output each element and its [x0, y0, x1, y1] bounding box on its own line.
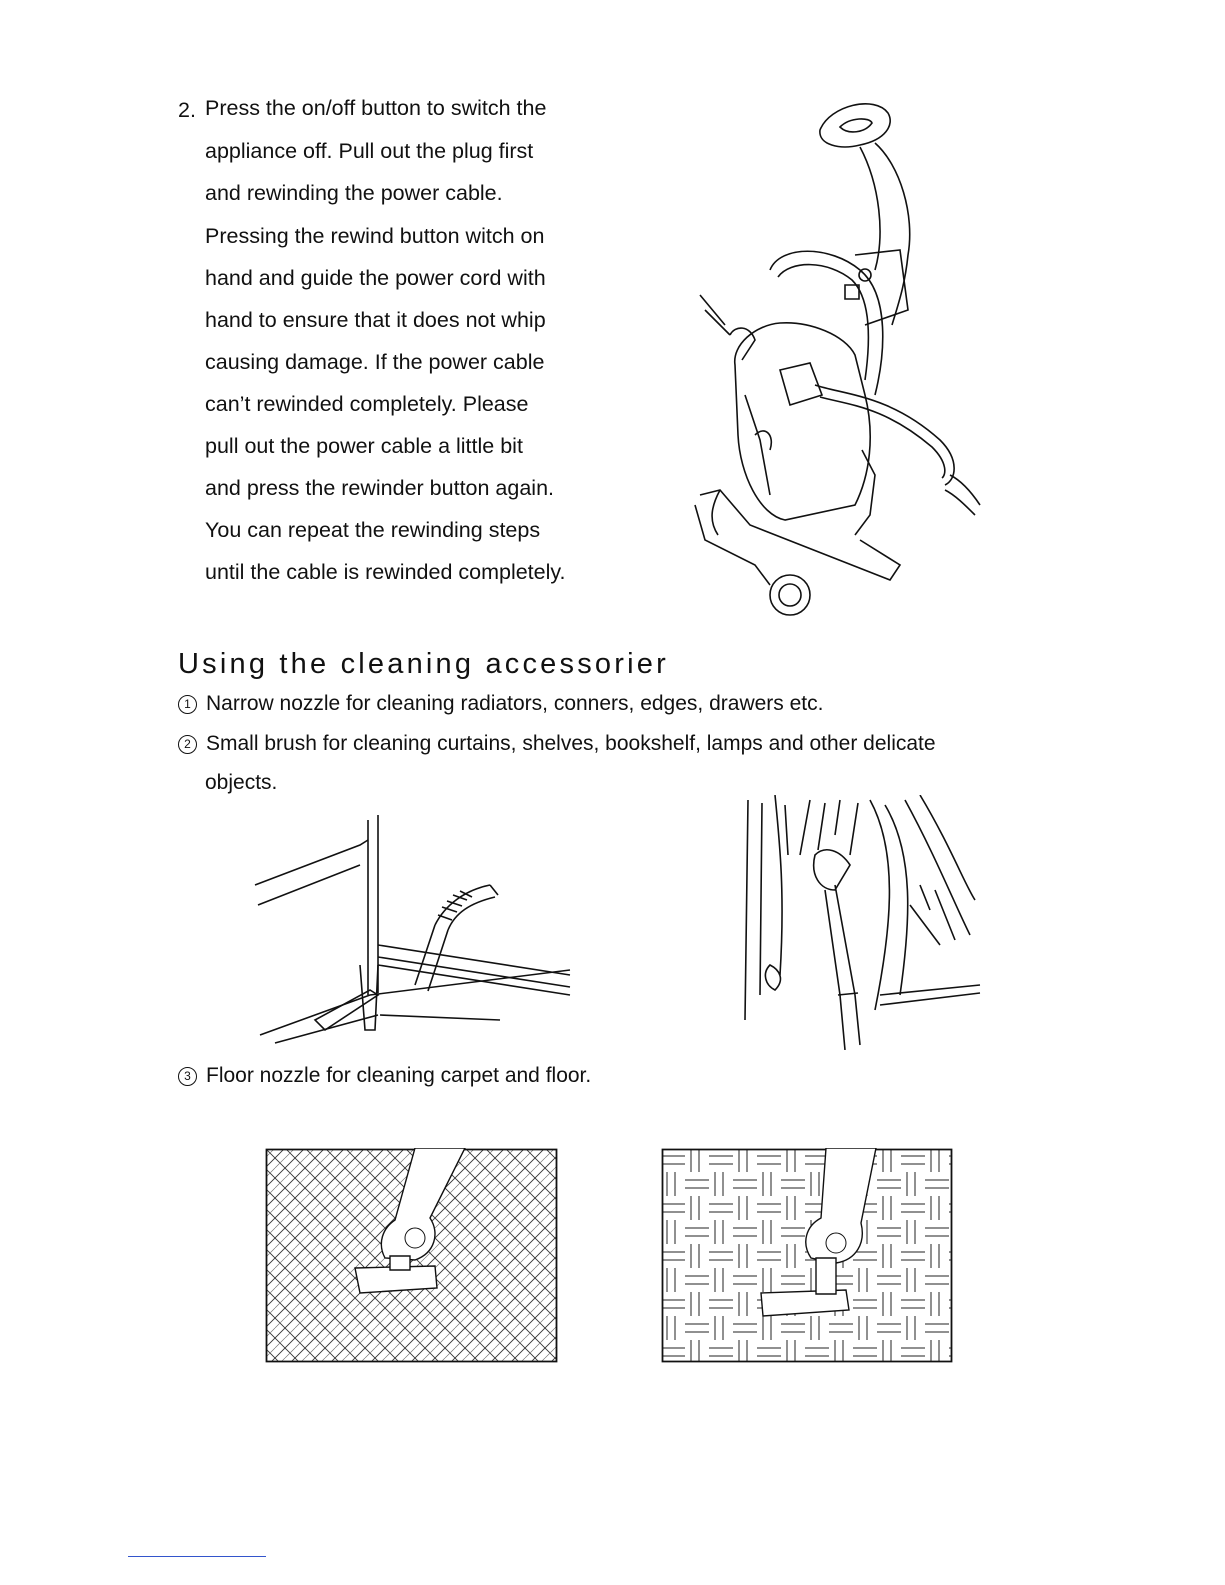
step-line: Press the on/off button to switch the [205, 96, 547, 120]
step-line: can’t rewinded completely. Please [205, 392, 529, 416]
step-line: pull out the power cable a little bit [205, 434, 523, 458]
floor-nozzle-parquet-illustration [661, 1148, 953, 1364]
step-line: hand to ensure that it does not whip [205, 308, 546, 332]
list-item [178, 732, 936, 756]
vacuum-rewind-cable-illustration [660, 95, 1000, 625]
step-line: Pressing the rewind button witch on [205, 224, 545, 248]
list-item [178, 692, 823, 716]
floor-nozzle-carpet-illustration [265, 1148, 559, 1364]
item-number-marker: 1 [178, 695, 197, 714]
step-line: appliance off. Pull out the plug first [205, 139, 534, 163]
item-number-marker: 3 [178, 1067, 197, 1086]
item-continuation: objects. [205, 771, 278, 794]
step-line: until the cable is rewinded completely. [205, 560, 566, 584]
footer-rule [128, 1556, 266, 1557]
step-number: 2. [178, 98, 196, 122]
list-item [178, 1064, 591, 1088]
step-line: causing damage. If the power cable [205, 350, 545, 374]
brush-curtain-illustration [740, 795, 985, 1050]
step-line: and rewinding the power cable. [205, 181, 503, 205]
section-heading: Using the cleaning accessorier [178, 648, 669, 680]
step-line: hand and guide the power cord with [205, 266, 546, 290]
step-line: and press the rewinder button again. [205, 476, 555, 500]
item-text: Floor nozzle for cleaning carpet and floor. [206, 1064, 592, 1087]
step-line: You can repeat the rewinding steps [205, 518, 541, 542]
item-text: Narrow nozzle for cleaning radiators, conners, edges, drawers etc. [206, 692, 824, 715]
item-text: Small brush for cleaning curtains, shelves, bookshelf, lamps and other delicate [206, 732, 936, 755]
item-number-marker: 2 [178, 735, 197, 754]
narrow-nozzle-radiator-illustration [250, 815, 580, 1045]
